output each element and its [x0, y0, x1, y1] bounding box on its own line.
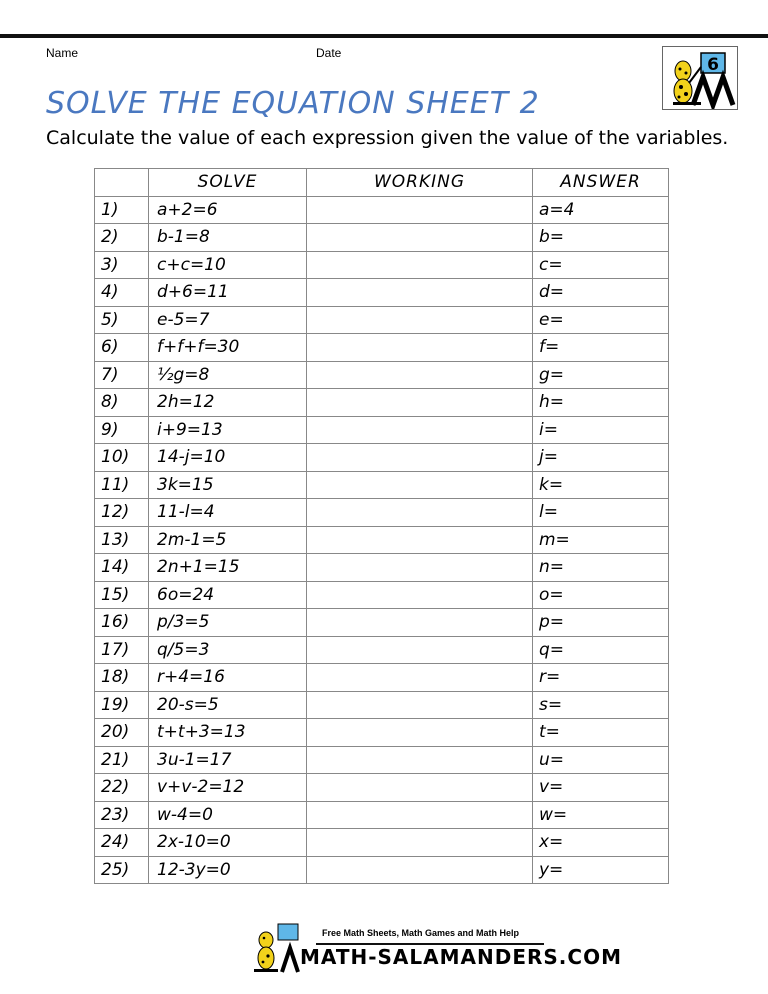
footer-logo: [248, 922, 306, 974]
row-working[interactable]: [307, 829, 533, 857]
table-row: [95, 719, 669, 747]
row-working[interactable]: [307, 774, 533, 802]
row-working[interactable]: [307, 691, 533, 719]
row-equation: t+t+3=13: [149, 719, 307, 747]
row-answer: x=: [533, 829, 669, 857]
row-number: 7): [95, 361, 149, 389]
table-row: [95, 554, 669, 582]
header-solve: SOLVE: [149, 169, 307, 197]
row-answer: q=: [533, 636, 669, 664]
row-equation: 20-s=5: [149, 691, 307, 719]
row-equation: p/3=5: [149, 609, 307, 637]
row-equation: i+9=13: [149, 416, 307, 444]
row-equation: d+6=11: [149, 279, 307, 307]
logo-number: 6: [707, 55, 719, 75]
row-answer: a=4: [533, 196, 669, 224]
row-working[interactable]: [307, 801, 533, 829]
row-answer: u=: [533, 746, 669, 774]
row-answer: h=: [533, 389, 669, 417]
row-number: 21): [95, 746, 149, 774]
row-equation: c+c=10: [149, 251, 307, 279]
row-answer: y=: [533, 856, 669, 884]
instructions: Calculate the value of each expression given the value of the variables.: [46, 127, 729, 149]
row-answer: v=: [533, 774, 669, 802]
row-working[interactable]: [307, 856, 533, 884]
row-working[interactable]: [307, 279, 533, 307]
salamander-icon: [663, 47, 737, 109]
footer-salamander-icon: [248, 922, 306, 974]
table-row: [95, 856, 669, 884]
footer-brand: MATH-SALAMANDERS.COM: [300, 945, 622, 969]
table-row: [95, 801, 669, 829]
row-working[interactable]: [307, 664, 533, 692]
row-answer: w=: [533, 801, 669, 829]
table-row: [95, 774, 669, 802]
row-working[interactable]: [307, 554, 533, 582]
row-number: 10): [95, 444, 149, 472]
row-answer: e=: [533, 306, 669, 334]
row-number: 1): [95, 196, 149, 224]
row-number: 15): [95, 581, 149, 609]
table-row: [95, 416, 669, 444]
row-working[interactable]: [307, 444, 533, 472]
footer-tagline: Free Math Sheets, Math Games and Math Help: [322, 928, 520, 938]
table-row: [95, 526, 669, 554]
row-answer: f=: [533, 334, 669, 362]
row-answer: i=: [533, 416, 669, 444]
row-answer: k=: [533, 471, 669, 499]
row-number: 5): [95, 306, 149, 334]
row-working[interactable]: [307, 746, 533, 774]
row-working[interactable]: [307, 471, 533, 499]
table-row: [95, 581, 669, 609]
top-rule: [0, 34, 768, 38]
table-row: [95, 196, 669, 224]
row-working[interactable]: [307, 636, 533, 664]
equation-table: [94, 168, 669, 884]
table-row: [95, 361, 669, 389]
table-row: [95, 829, 669, 857]
row-equation: r+4=16: [149, 664, 307, 692]
row-number: 12): [95, 499, 149, 527]
row-number: 23): [95, 801, 149, 829]
sheet-title: SOLVE THE EQUATION SHEET 2: [46, 86, 540, 121]
row-working[interactable]: [307, 581, 533, 609]
table-header-row: [95, 169, 669, 197]
row-equation: 2x-10=0: [149, 829, 307, 857]
row-number: 25): [95, 856, 149, 884]
row-equation: 3u-1=17: [149, 746, 307, 774]
row-number: 11): [95, 471, 149, 499]
table-row: [95, 251, 669, 279]
row-equation: v+v-2=12: [149, 774, 307, 802]
row-answer: g=: [533, 361, 669, 389]
salamander-logo: [662, 46, 738, 110]
row-number: 17): [95, 636, 149, 664]
row-equation: w-4=0: [149, 801, 307, 829]
row-equation: 11-l=4: [149, 499, 307, 527]
table-row: [95, 444, 669, 472]
table-row: [95, 499, 669, 527]
header-working: WORKING: [307, 169, 533, 197]
row-answer: o=: [533, 581, 669, 609]
row-answer: j=: [533, 444, 669, 472]
row-equation: b-1=8: [149, 224, 307, 252]
row-answer: c=: [533, 251, 669, 279]
table-row: [95, 636, 669, 664]
row-working[interactable]: [307, 361, 533, 389]
row-number: 6): [95, 334, 149, 362]
row-answer: d=: [533, 279, 669, 307]
row-number: 18): [95, 664, 149, 692]
row-answer: p=: [533, 609, 669, 637]
row-number: 13): [95, 526, 149, 554]
row-working[interactable]: [307, 719, 533, 747]
row-equation: f+f+f=30: [149, 334, 307, 362]
row-equation: ½g=8: [149, 361, 307, 389]
row-answer: b=: [533, 224, 669, 252]
name-label: Name: [46, 46, 79, 60]
row-equation: 12-3y=0: [149, 856, 307, 884]
row-equation: e-5=7: [149, 306, 307, 334]
table-row: [95, 691, 669, 719]
header-answer: ANSWER: [533, 169, 669, 197]
table-row: [95, 664, 669, 692]
row-equation: 2n+1=15: [149, 554, 307, 582]
table-row: [95, 306, 669, 334]
header-number: [95, 169, 149, 197]
row-answer: m=: [533, 526, 669, 554]
row-number: 3): [95, 251, 149, 279]
date-label: Date: [316, 46, 342, 60]
row-working[interactable]: [307, 499, 533, 527]
table-row: [95, 279, 669, 307]
row-working[interactable]: [307, 196, 533, 224]
row-number: 14): [95, 554, 149, 582]
row-answer: t=: [533, 719, 669, 747]
row-number: 22): [95, 774, 149, 802]
table-row: [95, 389, 669, 417]
row-working[interactable]: [307, 224, 533, 252]
row-number: 24): [95, 829, 149, 857]
row-answer: s=: [533, 691, 669, 719]
table-row: [95, 471, 669, 499]
row-number: 19): [95, 691, 149, 719]
row-answer: r=: [533, 664, 669, 692]
row-equation: 2m-1=5: [149, 526, 307, 554]
table-row: [95, 609, 669, 637]
row-working[interactable]: [307, 334, 533, 362]
table-row: [95, 334, 669, 362]
row-number: 2): [95, 224, 149, 252]
row-number: 8): [95, 389, 149, 417]
row-equation: 3k=15: [149, 471, 307, 499]
row-number: 20): [95, 719, 149, 747]
row-number: 9): [95, 416, 149, 444]
table-row: [95, 746, 669, 774]
row-equation: q/5=3: [149, 636, 307, 664]
table-row: [95, 224, 669, 252]
row-equation: a+2=6: [149, 196, 307, 224]
row-working[interactable]: [307, 526, 533, 554]
row-working[interactable]: [307, 389, 533, 417]
row-answer: l=: [533, 499, 669, 527]
row-number: 16): [95, 609, 149, 637]
row-number: 4): [95, 279, 149, 307]
row-working[interactable]: [307, 251, 533, 279]
row-answer: n=: [533, 554, 669, 582]
row-equation: 6o=24: [149, 581, 307, 609]
row-equation: 14-j=10: [149, 444, 307, 472]
row-working[interactable]: [307, 609, 533, 637]
row-working[interactable]: [307, 416, 533, 444]
row-working[interactable]: [307, 306, 533, 334]
row-equation: 2h=12: [149, 389, 307, 417]
